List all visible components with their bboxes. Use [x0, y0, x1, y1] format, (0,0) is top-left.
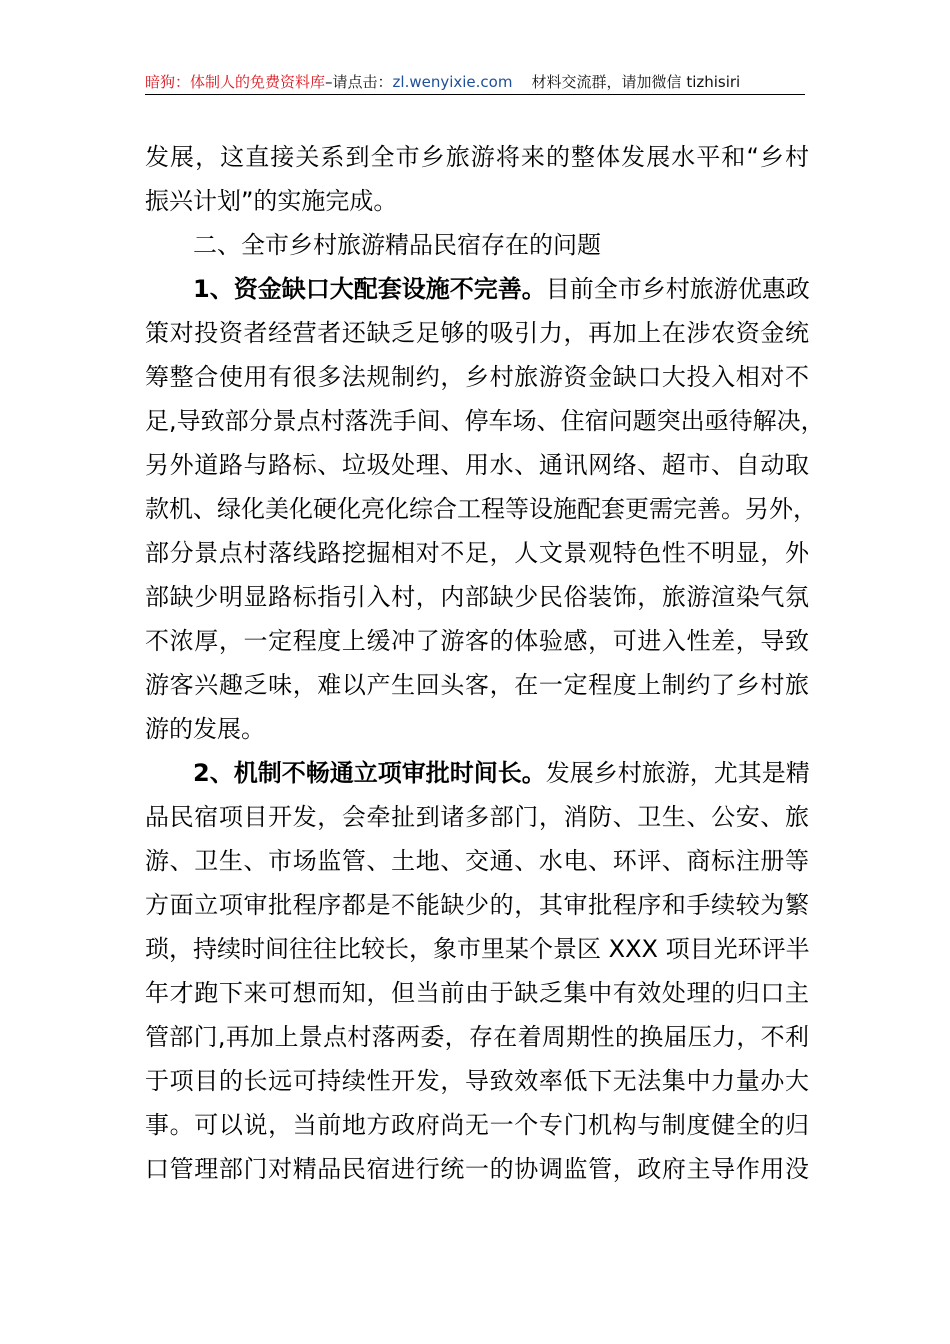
text-line: 款机、绿化美化硬化亮化综合工程等设施配套更需完善。另外，	[145, 495, 817, 523]
text-line: 游的发展。	[145, 715, 265, 743]
text-line: 不浓厚，一定程度上缓冲了游客的体验感，可进入性差，导致	[145, 627, 809, 655]
header-url-link[interactable]: zl.wenyixie.com	[392, 73, 513, 91]
text-line: 筹整合使用有很多法规制约，乡村旅游资金缺口大投入相对不	[145, 363, 809, 391]
text-line: 部分景点村落线路挖掘相对不足，人文景观特色性不明显，外	[145, 539, 809, 567]
text-line: 游、卫生、市场监管、土地、交通、水电、环评、商标注册等	[145, 847, 809, 875]
text-line: 事。可以说，当前地方政府尚无一个专门机构与制度健全的归	[145, 1111, 809, 1139]
paragraph-1-lead-text: 目前全市乡村旅游优惠政	[545, 275, 810, 303]
paragraph-2-bold-lead: 2、机制不畅通立项审批时间长。	[193, 759, 546, 787]
header-divider	[145, 94, 805, 95]
text-line: 振兴计划”的实施完成。	[145, 187, 398, 215]
text-line: 方面立项审批程序都是不能缺少的，其审批程序和手续较为繁	[145, 891, 809, 919]
section-heading: 二、全市乡村旅游精品民宿存在的问题	[193, 231, 601, 259]
document-body	[145, 135, 825, 1191]
paragraph-1-first-line	[145, 267, 809, 311]
text-line: 年才跑下来可想而知，但当前由于缺乏集中有效处理的归口主	[145, 979, 809, 1007]
header-library-name: 暗狗：体制人的免费资料库	[145, 73, 326, 91]
text-line: 发展，这直接关系到全市乡旅游将来的整体发展水平和“乡村	[145, 143, 809, 171]
paragraph-1-bold-lead: 1、资金缺口大配套设施不完善。	[193, 275, 546, 303]
text-line: 琐，持续时间往往比较长，象市里某个景区 XXX 项目光环评半	[145, 935, 810, 963]
text-line: 策对投资者经营者还缺乏足够的吸引力，再加上在涉农资金统	[145, 319, 809, 347]
paragraph-2-first-line	[145, 751, 809, 795]
text-line: 另外道路与路标、垃圾处理、用水、通讯网络、超市、自动取	[145, 451, 809, 479]
text-line: 品民宿项目开发，会牵扯到诸多部门，消防、卫生、公安、旅	[145, 803, 809, 831]
text-line: 于项目的长远可持续性开发，导致效率低下无法集中力量办大	[145, 1067, 809, 1095]
text-line: 部缺少明显路标指引入村，内部缺少民俗装饰，旅游渲染气氛	[145, 583, 809, 611]
header-wechat-note: 材料交流群，请加微信 tizhisiri	[531, 73, 741, 91]
text-line: 游客兴趣乏味，难以产生回头客，在一定程度上制约了乡村旅	[145, 671, 809, 699]
text-line: 足,导致部分景点村落洗手间、停车场、住宿问题突出亟待解决，	[145, 407, 825, 435]
text-line: 管部门,再加上景点村落两委，存在着周期性的换届压力，不利	[145, 1023, 809, 1051]
header-click-prompt: –请点击：	[325, 73, 393, 91]
page-header	[145, 72, 805, 94]
text-line: 口管理部门对精品民宿进行统一的协调监管，政府主导作用没	[145, 1155, 809, 1183]
paragraph-2-lead-text: 发展乡村旅游，尤其是精	[545, 759, 810, 787]
